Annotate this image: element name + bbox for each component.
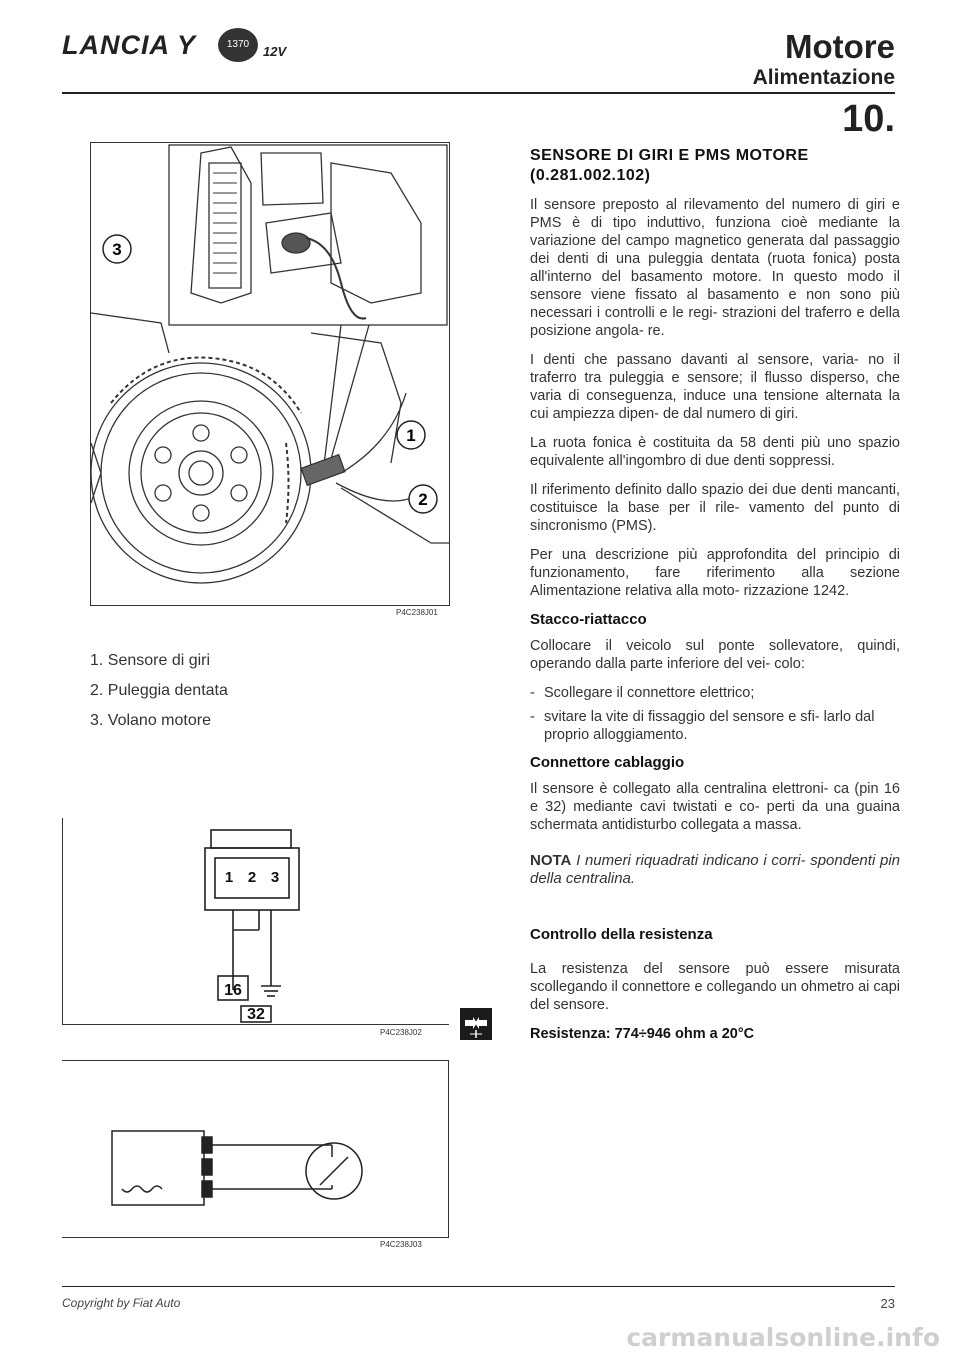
page-label: 10.: [842, 98, 895, 140]
callout-3: [103, 235, 131, 263]
note: [530, 852, 900, 888]
heading-stacco: Stacco-riattacco: [530, 611, 647, 628]
list-item: - svitare la vite di fissaggio del sensore e sfi- larlo dal proprio alloggiamento.: [530, 708, 900, 744]
figure-code-3: P4C238J03: [380, 1240, 422, 1249]
resistance-value: Resistenza: 774÷946 ohm a 20°C: [530, 1026, 755, 1042]
callout-2: [409, 485, 437, 513]
pulley: [129, 401, 273, 545]
svg-text:2: 2: [418, 490, 428, 509]
engine-logo: 1370: [218, 28, 258, 62]
paragraph-2: I denti che passano davanti al sensore, varia- no il traferro tra puleggia e sensore; il flusso disperso, che varia di conseguenza, induce una tensione alternata la cui ampiezza dipen- de dal numero di giri.: [530, 352, 900, 422]
inset-frame: [169, 145, 447, 325]
legend-item-2: 2. Puleggia dentata: [90, 682, 228, 699]
callout-1: [397, 421, 425, 449]
paragraph-6: Collocare il veicolo sul ponte sollevatore, quindi, operando dalla parte inferiore del vei- colo:: [530, 638, 900, 672]
paragraph-1: Il sensore preposto al rilevamento del numero di giri e PMS è di tipo induttivo, funziona cioè mediante la variazione del campo magnetico generata dal passaggio dei denti di una puleggia dentata (ruota fonica) posta all'interno del basamento motore. In questo modo il sensore viene fissato al basamento e non sono più necessari i controlli e le regi- strazioni del traferro e della posizione angola- re.: [530, 197, 900, 339]
tool-icon: [460, 1008, 492, 1040]
sensor-body-outline: [191, 147, 251, 303]
sensor-connector: [112, 1131, 204, 1205]
note-text: I numeri riquadrati indicano i corri- spondenti pin della centralina.: [530, 852, 900, 887]
flywheel-drawing: [91, 143, 449, 605]
paragraph-4: Il riferimento definito dallo spazio dei due denti mancanti, costituisce la base per il rile- vamento del punto di sincronismo (PMS).: [530, 482, 900, 534]
heading-resistenza: Controllo della resistenza: [530, 926, 713, 943]
footer-rule: [62, 1286, 895, 1287]
svg-text:3: 3: [112, 240, 122, 259]
paragraph-5: Per una descrizione più approfondita del principio di funzionamento, fare riferimento alla sezione Alimentazione relativa alla moto- rizzazione 1242.: [530, 547, 900, 599]
paragraph-3: La ruota fonica è costituita da 58 denti più uno spazio equivalente all'ingombro di due denti soppressi.: [530, 435, 900, 469]
section-title: Motore: [785, 28, 895, 65]
figure-code-2: P4C238J02: [380, 1028, 422, 1037]
wiring-drawing: [63, 818, 449, 1024]
header-rule: [62, 92, 895, 94]
ohmmeter-drawing: [62, 1061, 448, 1237]
figure-ohmmeter: [62, 1060, 449, 1238]
heading-connettore: Connettore cablaggio: [530, 754, 685, 771]
legend-item-1: 1. Sensore di giri: [90, 652, 211, 669]
watermark: carmanualsonline.info: [626, 1323, 940, 1352]
paragraph-7: Il sensore è collegato alla centralina elettroni- ca (pin 16 e 32) mediante cavi twistati e co- perti da una guaina schermata antidisturbo collegata a massa.: [530, 781, 900, 833]
figure-flywheel: [90, 142, 450, 606]
paragraph-8: La resistenza del sensore può essere misurata scollegando il connettore e collegando un ohmetro ai capi del sensore.: [530, 961, 900, 1013]
footer-page-number: 23: [880, 1296, 895, 1311]
ecu-pin-16: 16: [224, 982, 242, 999]
connector-top: [211, 830, 291, 848]
ecu-pin-32: 32: [247, 1006, 265, 1023]
pin-3: 3: [270, 869, 280, 886]
steps-list: [530, 684, 900, 744]
content-title: SENSORE DI GIRI E PMS MOTORE (0.281.002.102): [530, 147, 809, 184]
engine-valves: 12V: [263, 44, 287, 59]
pin-1: 1: [224, 869, 234, 886]
pin-2: 2: [247, 869, 257, 886]
note-label: NOTA: [530, 852, 572, 869]
legend-item-3: 3. Volano motore: [90, 712, 211, 729]
content-column: [530, 146, 900, 1054]
list-item: - Scollegare il connettore elettrico;: [530, 684, 900, 702]
figure-wiring: [62, 818, 449, 1025]
brand-title: LANCIA Y: [62, 30, 197, 60]
figure-code-1: P4C238J01: [396, 608, 438, 617]
sensor-at-pulley: [301, 455, 345, 486]
svg-text:1: 1: [406, 426, 416, 445]
flywheel-outer: [91, 363, 311, 583]
footer-copyright: Copyright by Fiat Auto: [62, 1296, 181, 1310]
section-subtitle: Alimentazione: [752, 66, 895, 89]
